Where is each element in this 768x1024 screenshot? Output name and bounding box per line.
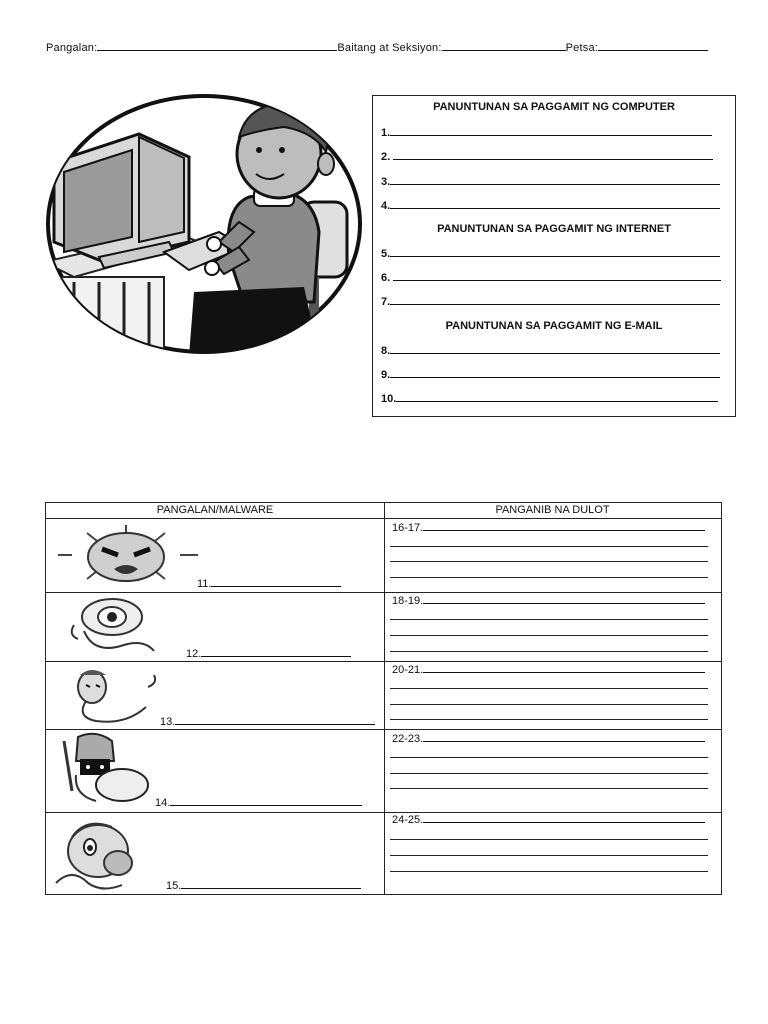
malware-name-header: PANGALAN/MALWARE (156, 504, 274, 516)
worm-eye-icon (64, 595, 164, 657)
rule-item: 7. (381, 295, 720, 308)
effect-line[interactable] (390, 871, 708, 872)
effect-item: 24-25. (392, 812, 705, 826)
effect-item: 16-17. (392, 520, 705, 534)
date-field[interactable] (598, 40, 708, 51)
malware-name-blank[interactable] (175, 715, 375, 725)
effect-line[interactable] (390, 719, 708, 720)
rule-blank[interactable] (393, 150, 713, 160)
effect-line[interactable] (390, 773, 708, 774)
email-rules-heading: PANUNTUNAN SA PAGGAMIT NG E-MAIL (445, 320, 663, 332)
effect-blank[interactable] (423, 593, 705, 604)
effect-blank[interactable] (423, 662, 705, 673)
name-label: Pangalan: (46, 42, 98, 54)
malware-name-blank[interactable] (181, 879, 361, 889)
trojan-genie-icon (66, 667, 166, 727)
rule-blank[interactable] (390, 344, 720, 354)
spyware-warrior-icon (56, 731, 156, 805)
effect-blank[interactable] (423, 812, 705, 823)
effect-line[interactable] (390, 561, 708, 562)
virus-sun-icon (52, 523, 200, 587)
effect-line[interactable] (390, 546, 708, 547)
malware-name-item: 11. (197, 577, 341, 590)
column-divider (384, 503, 385, 894)
rule-blank[interactable] (396, 392, 718, 402)
computer-rules-heading: PANUNTUNAN SA PAGGAMIT NG COMPUTER (433, 101, 675, 113)
effect-item: 18-19. (392, 593, 705, 607)
malware-name-item: 12. (186, 647, 351, 660)
grade-section-label: Baitang at Seksiyon: (337, 42, 442, 54)
rule-blank[interactable] (390, 247, 720, 257)
effect-line[interactable] (390, 635, 708, 636)
rule-item: 1. (381, 126, 712, 139)
rule-item: 3. (381, 175, 720, 188)
effect-blank[interactable] (423, 520, 705, 531)
rule-blank[interactable] (390, 368, 720, 378)
effect-line[interactable] (390, 788, 708, 789)
rule-item: 2. (381, 150, 713, 163)
rule-item: 4. (381, 199, 720, 212)
rule-blank[interactable] (390, 126, 712, 136)
malware-name-item: 13. (160, 715, 375, 728)
header-separator (46, 518, 721, 519)
name-field[interactable] (97, 40, 337, 51)
student-info-line (46, 40, 708, 54)
rule-blank[interactable] (390, 175, 720, 185)
effect-item: 22-23. (392, 731, 705, 745)
rule-blank[interactable] (393, 271, 721, 281)
rule-item: 6. (381, 271, 721, 284)
adware-creature-icon (52, 817, 152, 893)
date-label: Petsa: (565, 42, 599, 54)
malware-name-item: 15. (166, 879, 361, 892)
effect-line[interactable] (390, 651, 708, 652)
effect-line[interactable] (390, 688, 708, 689)
rule-blank[interactable] (390, 295, 720, 305)
effect-line[interactable] (390, 839, 708, 840)
malware-name-blank[interactable] (170, 796, 362, 806)
rule-item: 8. (381, 344, 720, 357)
internet-rules-heading: PANUNTUNAN SA PAGGAMIT NG INTERNET (437, 223, 671, 235)
rule-item: 9. (381, 368, 720, 381)
computer-user-illustration (44, 92, 364, 356)
effect-line[interactable] (390, 577, 708, 578)
effect-blank[interactable] (423, 731, 705, 742)
malware-table (45, 502, 722, 895)
malware-name-blank[interactable] (211, 577, 341, 587)
effect-line[interactable] (390, 619, 708, 620)
effect-line[interactable] (390, 757, 708, 758)
rules-box (372, 95, 736, 417)
malware-name-item: 14. (155, 796, 362, 809)
malware-name-blank[interactable] (201, 647, 351, 657)
rule-item: 5. (381, 247, 720, 260)
grade-section-field[interactable] (442, 40, 566, 51)
effect-line[interactable] (390, 855, 708, 856)
danger-header: PANGANIB NA DULOT (495, 504, 610, 516)
effect-line[interactable] (390, 704, 708, 705)
row-separator (46, 729, 721, 730)
effect-item: 20-21. (392, 662, 705, 676)
rule-item: 10. (381, 392, 718, 405)
rule-blank[interactable] (390, 199, 720, 209)
